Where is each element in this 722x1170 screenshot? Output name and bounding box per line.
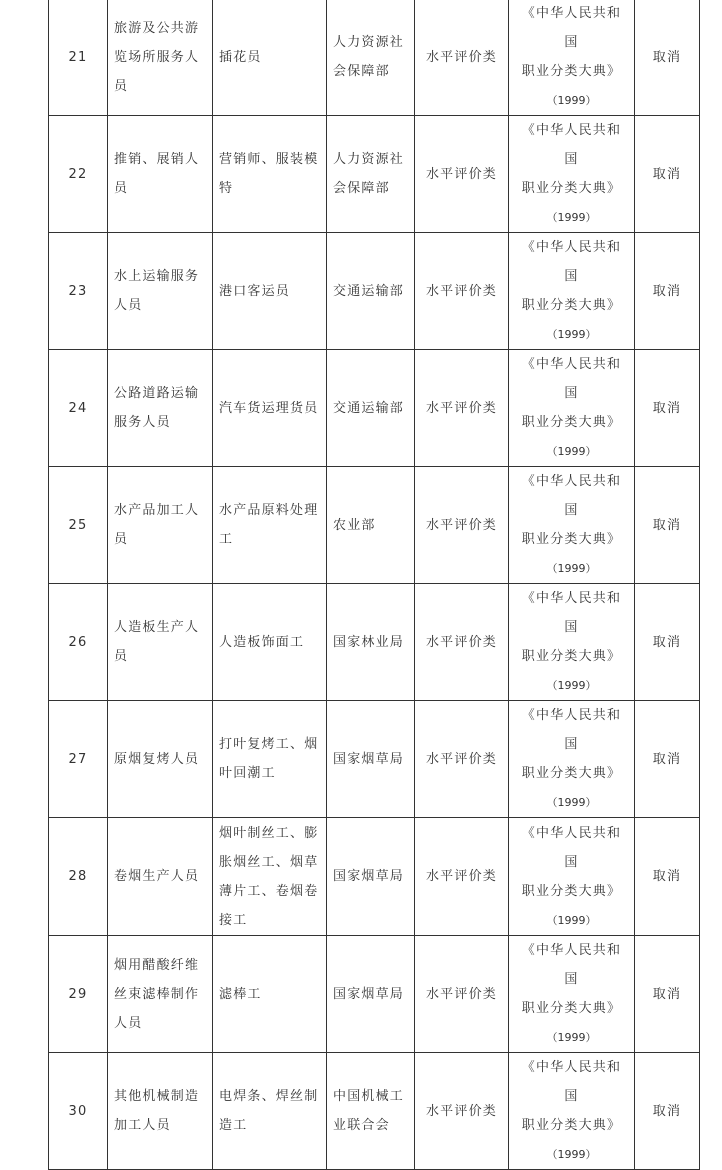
action-cell: 取消	[635, 116, 700, 233]
evaluation-type-cell: 水平评价类	[415, 0, 509, 116]
table-row	[49, 818, 700, 936]
category-cell: 人造板生产人员	[108, 584, 213, 701]
category-cell: 公路道路运输服务人员	[108, 350, 213, 467]
occupation-cell: 打叶复烤工、烟叶回潮工	[213, 701, 327, 818]
evaluation-type-cell: 水平评价类	[415, 936, 509, 1053]
source-cell	[509, 936, 635, 1053]
category-cell: 水产品加工人员	[108, 467, 213, 584]
source-year: （1999）	[546, 94, 597, 107]
evaluation-type-cell: 水平评价类	[415, 584, 509, 701]
source-year: （1999）	[546, 445, 597, 458]
department-cell: 农业部	[327, 467, 415, 584]
department-cell: 交通运输部	[327, 350, 415, 467]
source-year: （1999）	[546, 1148, 597, 1161]
source-cell	[509, 818, 635, 936]
source-title-line1: 《中华人民共和国	[521, 1060, 622, 1104]
evaluation-type-cell: 水平评价类	[415, 350, 509, 467]
department-cell: 中国机械工业联合会	[327, 1053, 415, 1170]
source-cell	[509, 701, 635, 818]
action-cell: 取消	[635, 1053, 700, 1170]
source-title-line1: 《中华人民共和国	[521, 708, 622, 752]
source-cell	[509, 467, 635, 584]
row-number-cell: 28	[49, 818, 108, 936]
table-row	[49, 233, 700, 350]
action-cell: 取消	[635, 350, 700, 467]
occupation-cell: 插花员	[213, 0, 327, 116]
action-cell: 取消	[635, 233, 700, 350]
source-title-line2: 职业分类大典》	[521, 766, 622, 781]
row-number-cell: 25	[49, 467, 108, 584]
department-cell: 国家烟草局	[327, 818, 415, 936]
evaluation-type-cell: 水平评价类	[415, 818, 509, 936]
action-cell: 取消	[635, 701, 700, 818]
source-year: （1999）	[546, 1031, 597, 1044]
source-title-line2: 职业分类大典》	[521, 415, 622, 430]
table-row	[49, 701, 700, 818]
department-cell: 交通运输部	[327, 233, 415, 350]
category-cell: 卷烟生产人员	[108, 818, 213, 936]
occupation-cell: 港口客运员	[213, 233, 327, 350]
source-cell	[509, 0, 635, 116]
table-row	[49, 0, 700, 116]
source-title-line1: 《中华人民共和国	[521, 240, 622, 284]
source-cell	[509, 116, 635, 233]
source-title-line1: 《中华人民共和国	[521, 6, 622, 50]
source-title-line2: 职业分类大典》	[521, 181, 622, 196]
action-cell: 取消	[635, 0, 700, 116]
row-number-cell: 24	[49, 350, 108, 467]
source-cell	[509, 233, 635, 350]
source-year: （1999）	[546, 328, 597, 341]
row-number-cell: 27	[49, 701, 108, 818]
source-title-line2: 职业分类大典》	[521, 1118, 622, 1133]
department-cell: 国家烟草局	[327, 701, 415, 818]
occupation-cell: 电焊条、焊丝制造工	[213, 1053, 327, 1170]
table-row	[49, 116, 700, 233]
occupation-cell: 烟叶制丝工、膨胀烟丝工、烟草薄片工、卷烟卷接工	[213, 818, 327, 936]
source-cell	[509, 1053, 635, 1170]
evaluation-type-cell: 水平评价类	[415, 233, 509, 350]
category-cell: 旅游及公共游览场所服务人员	[108, 0, 213, 116]
row-number-cell: 26	[49, 584, 108, 701]
table-row	[49, 350, 700, 467]
evaluation-type-cell: 水平评价类	[415, 467, 509, 584]
department-cell: 人力资源社会保障部	[327, 116, 415, 233]
occupation-cell: 汽车货运理货员	[213, 350, 327, 467]
source-cell	[509, 584, 635, 701]
source-year: （1999）	[546, 679, 597, 692]
row-number-cell: 22	[49, 116, 108, 233]
source-year: （1999）	[546, 913, 597, 927]
table-body	[49, 0, 700, 1170]
department-cell: 国家烟草局	[327, 936, 415, 1053]
table-row	[49, 584, 700, 701]
source-title-line2: 职业分类大典》	[521, 649, 622, 664]
category-cell: 水上运输服务人员	[108, 233, 213, 350]
source-title-line2: 职业分类大典》	[521, 64, 622, 79]
action-cell: 取消	[635, 467, 700, 584]
table-row	[49, 467, 700, 584]
source-year: （1999）	[546, 562, 597, 575]
table-row	[49, 1053, 700, 1170]
occupation-cell: 营销师、服装模特	[213, 116, 327, 233]
evaluation-type-cell: 水平评价类	[415, 701, 509, 818]
occupation-table	[48, 0, 700, 1170]
department-cell: 国家林业局	[327, 584, 415, 701]
source-title-line1: 《中华人民共和国	[521, 943, 622, 987]
row-number-cell: 23	[49, 233, 108, 350]
source-cell	[509, 350, 635, 467]
occupation-cell: 人造板饰面工	[213, 584, 327, 701]
occupation-cell: 水产品原料处理工	[213, 467, 327, 584]
occupation-cell: 滤棒工	[213, 936, 327, 1053]
row-number-cell: 21	[49, 0, 108, 116]
action-cell: 取消	[635, 936, 700, 1053]
source-title-line1: 《中华人民共和国	[521, 357, 622, 401]
action-cell: 取消	[635, 818, 700, 936]
evaluation-type-cell: 水平评价类	[415, 116, 509, 233]
table-row	[49, 936, 700, 1053]
category-cell: 原烟复烤人员	[108, 701, 213, 818]
row-number-cell: 30	[49, 1053, 108, 1170]
source-title-line1: 《中华人民共和国	[521, 825, 622, 870]
category-cell: 推销、展销人员	[108, 116, 213, 233]
source-title-line2: 职业分类大典》	[521, 1001, 622, 1016]
source-title-line1: 《中华人民共和国	[521, 474, 622, 518]
action-cell: 取消	[635, 584, 700, 701]
evaluation-type-cell: 水平评价类	[415, 1053, 509, 1170]
source-title-line2: 职业分类大典》	[521, 883, 622, 899]
source-year: （1999）	[546, 211, 597, 224]
category-cell: 其他机械制造加工人员	[108, 1053, 213, 1170]
source-year: （1999）	[546, 796, 597, 809]
row-number-cell: 29	[49, 936, 108, 1053]
department-cell: 人力资源社会保障部	[327, 0, 415, 116]
category-cell: 烟用醋酸纤维丝束滤棒制作人员	[108, 936, 213, 1053]
source-title-line2: 职业分类大典》	[521, 298, 622, 313]
source-title-line1: 《中华人民共和国	[521, 591, 622, 635]
source-title-line2: 职业分类大典》	[521, 532, 622, 547]
source-title-line1: 《中华人民共和国	[521, 123, 622, 167]
